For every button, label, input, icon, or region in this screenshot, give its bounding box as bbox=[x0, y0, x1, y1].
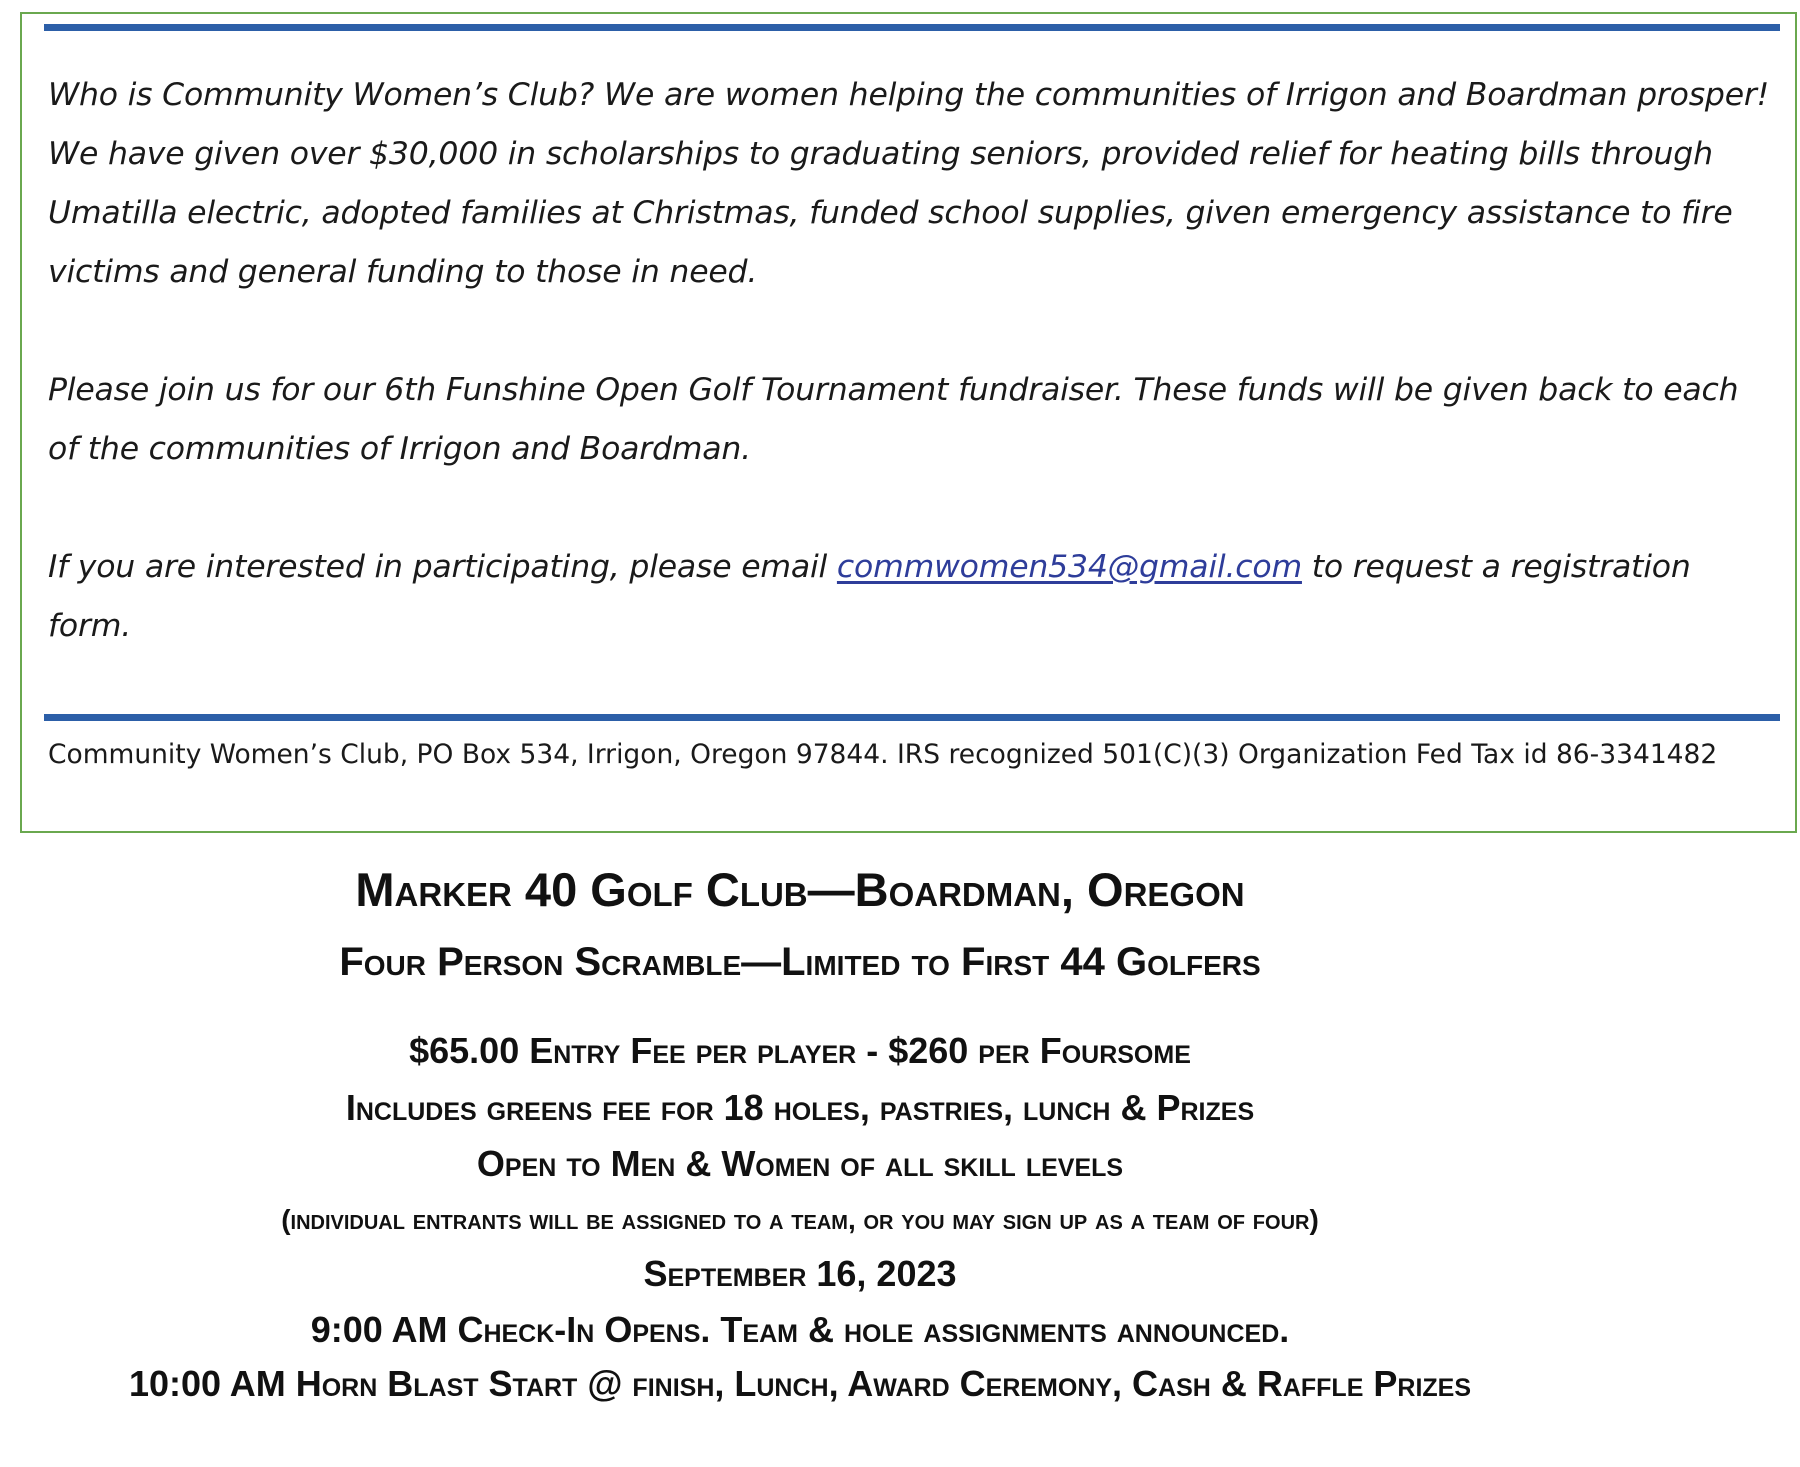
join-paragraph: Please join us for our 6th Funshine Open Golf Tournament fundraiser. These funds will be given back to each of the communities of Irrigon and Boardman. bbox=[48, 372, 1739, 467]
who-paragraph: Who is Community Women’s Club? We are women helping the communities of Irrigon and Boardman prosper! We have given over $30,000 in scholarships to graduating seniors, provided relief for heating bills through Umatilla electric, adopted families at Christmas, funded school supplies, given emergency assistance to fire victims and general funding to those in need. bbox=[48, 77, 1770, 290]
event-date: September 16, 2023 bbox=[643, 1253, 957, 1294]
checkin-line: 9:00 AM Check-In Opens. Team & hole assignments announced. bbox=[310, 1309, 1290, 1350]
venue-heading: Marker 40 Golf Club—Boardman, Oregon bbox=[355, 863, 1245, 916]
bottom-divider bbox=[44, 714, 1780, 721]
club-info-box bbox=[20, 12, 1797, 833]
format-subheading: Four Person Scramble—Limited to First 44 Golfers bbox=[339, 940, 1261, 984]
club-description bbox=[48, 66, 1778, 656]
contact-text-before: If you are interested in participating, please email bbox=[48, 549, 837, 585]
open-to-line: Open to Men & Women of all skill levels bbox=[476, 1143, 1124, 1184]
email-link[interactable]: commwomen534@gmail.com bbox=[836, 549, 1302, 585]
team-assignment-note: (individual entrants will be assigned to a team, or you may sign up as a team of four) bbox=[281, 1204, 1319, 1235]
top-divider bbox=[44, 24, 1780, 31]
contact-text-after: to request a registration form. bbox=[48, 549, 1691, 644]
includes-line: Includes greens fee for 18 holes, pastries, lunch & Prizes bbox=[345, 1087, 1255, 1128]
club-address-footer: Community Women’s Club, PO Box 534, Irrigon, Oregon 97844. IRS recognized 501(C)(3) Organization Fed Tax id 86-3341482 bbox=[48, 739, 1718, 770]
entry-fee-line: $65.00 Entry Fee per player - $260 per Foursome bbox=[409, 1030, 1191, 1071]
start-line: 10:00 AM Horn Blast Start @ finish, Lunch, Award Ceremony, Cash & Raffle Prizes bbox=[128, 1363, 1472, 1404]
contact-paragraph bbox=[48, 538, 1778, 656]
